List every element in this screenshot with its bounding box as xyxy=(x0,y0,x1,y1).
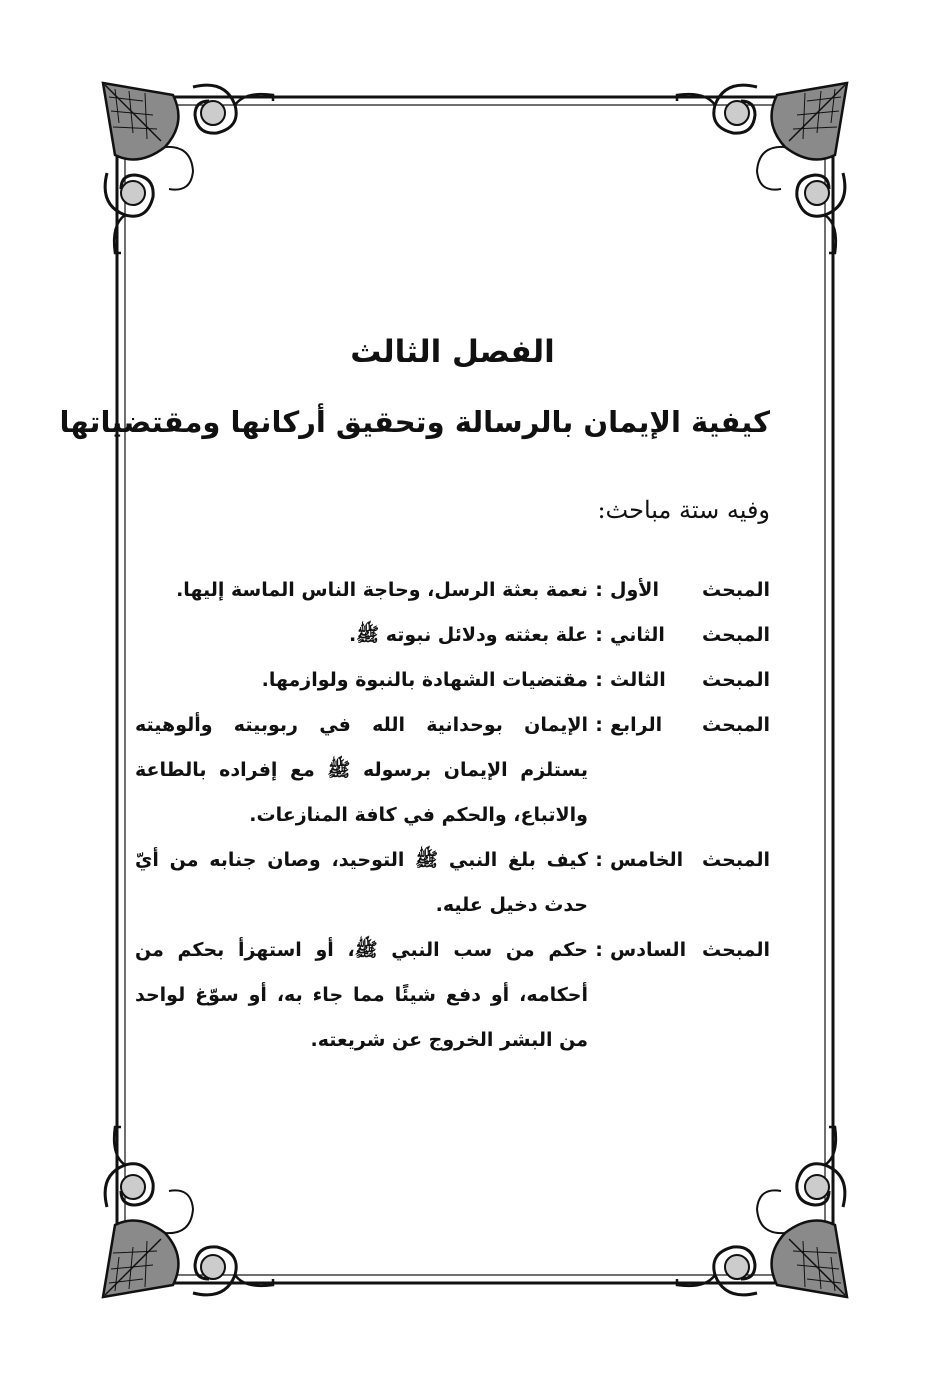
topics-list xyxy=(135,568,770,1063)
topic-label: المبحث السادس xyxy=(610,939,770,961)
topic-label: المبحث الأول xyxy=(610,579,770,601)
topic-item xyxy=(135,703,770,838)
chapter-subtitle: كيفية الإيمان بالرسالة وتحقيق أركانها ومقتضياتها xyxy=(59,405,770,439)
topic-separator: : xyxy=(595,714,603,736)
corner-ornament-top-left xyxy=(103,83,273,253)
topic-separator: : xyxy=(595,579,603,601)
topic-text: كيف بلغ النبي ﷺ التوحيد، وصان جنابه من أيّ حدث دخيل عليه. xyxy=(135,849,588,916)
topic-text: مقتضيات الشهادة بالنبوة ولوازمها. xyxy=(261,669,588,691)
chapter-intro: وفيه ستة مباحث: xyxy=(597,496,770,524)
topic-label: المبحث الثاني xyxy=(610,624,770,646)
topic-item xyxy=(135,928,770,1063)
topic-separator: : xyxy=(595,939,603,961)
topic-label: المبحث الرابع xyxy=(610,714,770,736)
topic-item xyxy=(135,658,770,703)
topic-label: المبحث الثالث xyxy=(610,669,770,691)
topic-text: الإيمان بوحدانية الله في ربوبيته وألوهيته يستلزم الإيمان برسوله ﷺ مع إفراده بالطاعة والاتباع، والحكم في كافة المنازعات. xyxy=(135,714,588,826)
topic-separator: : xyxy=(595,669,603,691)
topic-text: علة بعثته ودلائل نبوته ﷺ. xyxy=(348,624,588,646)
topic-separator: : xyxy=(595,849,603,871)
chapter-title: الفصل الثالث xyxy=(350,334,555,370)
topic-item xyxy=(135,838,770,928)
topic-label: المبحث الخامس xyxy=(610,849,770,871)
topic-separator: : xyxy=(595,624,603,646)
topic-text: نعمة بعثة الرسل، وحاجة الناس الماسة إليها. xyxy=(176,579,588,601)
topic-item xyxy=(135,568,770,613)
topic-text: حكم من سب النبي ﷺ، أو استهزأ بحكم من أحكامه، أو دفع شيئًا مما جاء به، أو سوّغ لواحد من البشر الخروج عن شريعته. xyxy=(135,939,588,1051)
topic-item xyxy=(135,613,770,658)
